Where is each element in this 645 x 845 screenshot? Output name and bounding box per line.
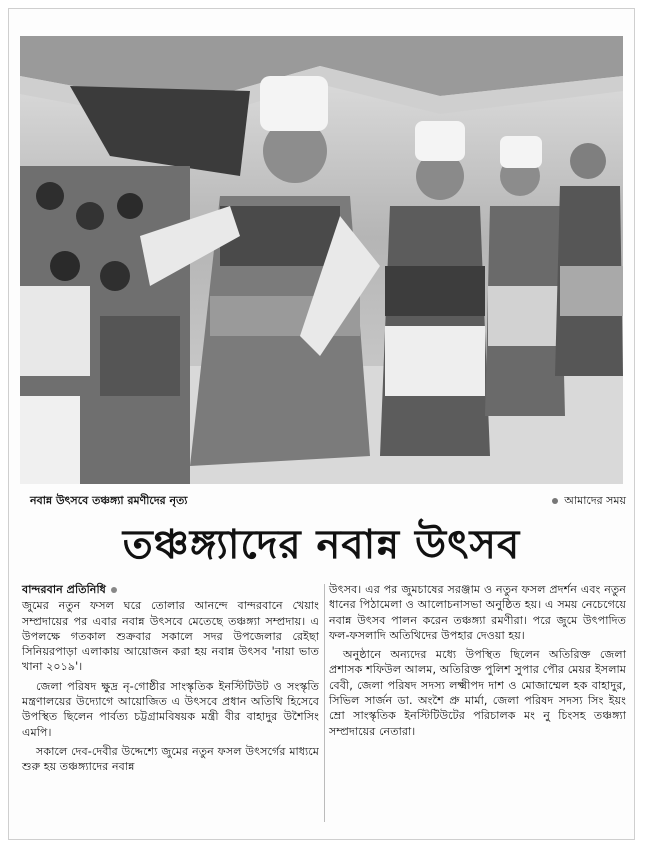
article-body [22,582,626,827]
article-paragraph: উৎসব। এর পর জুমচাষের সরঞ্জাম ও নতুন ফসল প্রদর্শন এবং নতুন ধানের পিঠামেলা ও আলোচনাসভা অনুষ্ঠিত হয়। এ সময় নেচেগেয়ে নবান্ন উৎসব পালন করেন তঞ্চঙ্গ্যা রমণীরা। পরে জুমে উৎপাদিত ফল-ফসলাদি অতিথিদের উপহার দেওয়া হয়। [329,583,626,642]
article-column-left [22,582,319,779]
byline-text: বান্দরবান প্রতিনিধি [22,583,106,596]
bullet-icon [552,498,558,504]
photo-caption-row [30,492,626,510]
article-paragraph: অনুষ্ঠানে অন্যদের মধ্যে উপস্থিত ছিলেন অতিরিক্ত জেলা প্রশাসক শফিউল আলম, অতিরিক্ত পুলিশ সুপার পৌর মেয়র ইসলাম বেবী, জেলা পরিষদ সদস্য লক্ষ্মীপদ দাশ ও মোজাম্মেল হক বাহাদুর, সিভিল সার্জন ডা. অংশৈ প্রু মার্মা, জেলা পরিষদ সদস্য সিং ইয়ং ম্রো সাংস্কৃতিক ইনস্টিটিউটের পরিচালক মং নু চিংসহ তঞ্চঙ্গ্যা সম্প্রদায়ের নেতারা। [329,648,626,738]
photo-credit [552,492,626,511]
article-paragraph: সকালে দেব-দেবীর উদ্দেশ্যে জুমের নতুন ফসল উৎসর্গের মাধ্যমে শুরু হয় তঞ্চঙ্গ্যাদের নবান্ন [22,744,319,774]
dance-photo [20,36,623,484]
photo-credit-text: আমাদের সময় [564,494,626,507]
byline [22,582,319,597]
article-paragraph: জুমের নতুন ফসল ঘরে তোলার আনন্দে বান্দরবানে খেয়াং সম্প্রদায়ের পর এবার নবান্ন উৎসবে মেতেছে তঞ্চঙ্গ্যা সম্প্রদায়। এ উপলক্ষে গতকাল শুক্রবার সকালে সদর উপজেলার রেইছা সিনিয়রপাড়া এলাকায় আয়োজন করা হয় নবান্ন উৎসব 'নায়া ভাত খানা ২০১৯'। [22,599,319,674]
photo-caption: নবান্ন উৎসবে তঞ্চঙ্গ্যা রমণীদের নৃত্য [30,494,188,507]
headline: তঞ্চঙ্গ্যাদের নবান্ন উৎসব [122,522,521,568]
dance-photo-illustration [20,36,623,484]
article-paragraph: জেলা পরিষদ ক্ষুদ্র নৃ-গোষ্ঠীর সাংস্কৃতিক ইনস্টিটিউট ও সংস্কৃতি মন্ত্রণালয়ের উদ্যোগে আয়োজিত এ উৎসবে প্রধান অতিথি হিসেবে উপস্থিত ছিলেন পার্বত্য চট্টগ্রামবিষয়ক মন্ত্রী বীর বাহাদুর উশৈসিং এমপি। [22,679,319,739]
article-column-right [329,582,626,743]
bullet-icon [111,587,117,593]
column-divider [324,584,325,822]
